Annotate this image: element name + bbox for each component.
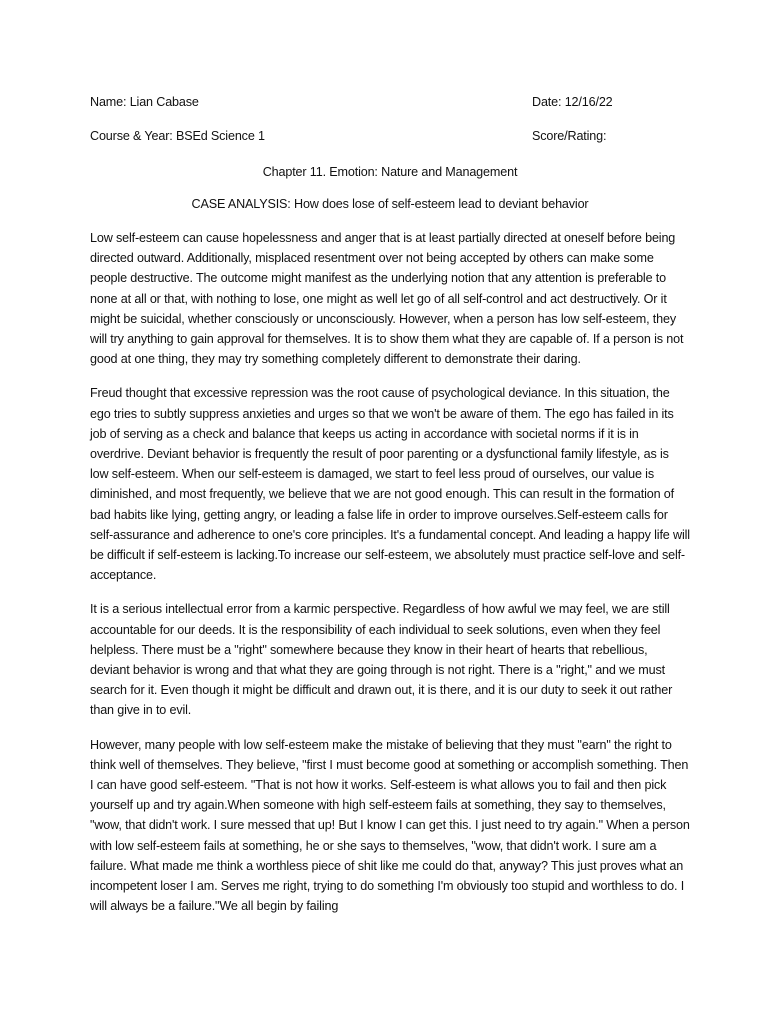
essay-body: [90, 228, 690, 917]
case-analysis-title: CASE ANALYSIS: How does lose of self-esteem lead to deviant behavior: [191, 197, 589, 211]
paragraph-3: It is a serious intellectual error from a karmic perspective. Regardless of how awful we may feel, we are still accountable for our deeds. It is the responsibility of each individual to seek solutions, even when they feel helpless. There must be a "right" somewhere because they know in their heart of hearts that rebellious, deviant behavior is wrong and that what they are going through is not right. There is a "right," and we must search for it. Even though it might be difficult and drawn out, it is there, and it is our duty to seek it out rather than give in to evil.: [90, 602, 673, 718]
paragraph-2: Freud thought that excessive repression was the root cause of psychological deviance. In this situation, the ego tries to subtly suppress anxieties and urges so that we won't be aware of them. The ego has failed in its job of serving as a check and balance that keeps us acting in accordance with societal norms if it is in overdrive. Deviant behavior is frequently the result of poor parenting or a dysfunctional family lifestyle, as is low self-esteem. When our self-esteem is damaged, we start to feel less proud of ourselves, our value is diminished, and most frequently, we believe that we are not good enough. This can result in the formation of bad habits like lying, getting angry, or leading a false life in order to improve ourselves.Self-esteem calls for self-assurance and adherence to one's core principles. It's a fundamental concept. And leading a happy life will be difficult if self-esteem is lacking.To increase our self-esteem, we absolutely must practice self-love and self-acceptance.: [90, 386, 690, 583]
course-year: Course & Year: BSEd Science 1: [90, 129, 265, 143]
paragraph-1: Low self-esteem can cause hopelessness and anger that is at least partially directed at oneself before being directed outward. Additionally, misplaced resentment over not being accepted by others can make some people destructive. The outcome might manifest as the underlying notion that any attention is preferable to none at all or that, with nothing to lose, one might as well let go of all self-control and act destructively. Or it might be suicidal, whether consciously or unconsciously. However, when a person has low self-esteem, they will try anything to gain approval for themselves. It is to show them what they are capable of. If a person is not good at one thing, they may try something completely different to demonstrate their daring.: [90, 231, 684, 367]
paragraph-4: However, many people with low self-esteem make the mistake of believing that they must "earn" the right to think well of themselves. They believe, "first I must become good at something or accomplish something. Then I can have good self-esteem. "That is not how it works. Self-esteem is what allows you to fail and then pick yourself up and try again.When someone with high self-esteem fails at something, they say to themselves, "wow, that didn't work. I sure messed that up! But I know I can get this. I just need to try again." When a person with low self-esteem fails at something, he or she says to themselves, "wow, that didn't work. I sure am a failure. What made me think a worthless piece of shit like me could do that, anyway? This just proves what an incompetent loser I am. Serves me right, trying to do something I'm obviously too stupid and worthless to do. I will always be a failure."We all begin by failing: [90, 737, 690, 914]
document-content: [90, 92, 690, 931]
header-row-2: [90, 126, 690, 146]
student-name: Name: Lian Cabase: [90, 95, 199, 109]
header-row-1: [90, 92, 690, 112]
chapter-title: Chapter 11. Emotion: Nature and Management: [262, 165, 518, 179]
submission-date: Date: 12/16/22: [532, 95, 613, 109]
score-rating: Score/Rating:: [532, 129, 607, 143]
